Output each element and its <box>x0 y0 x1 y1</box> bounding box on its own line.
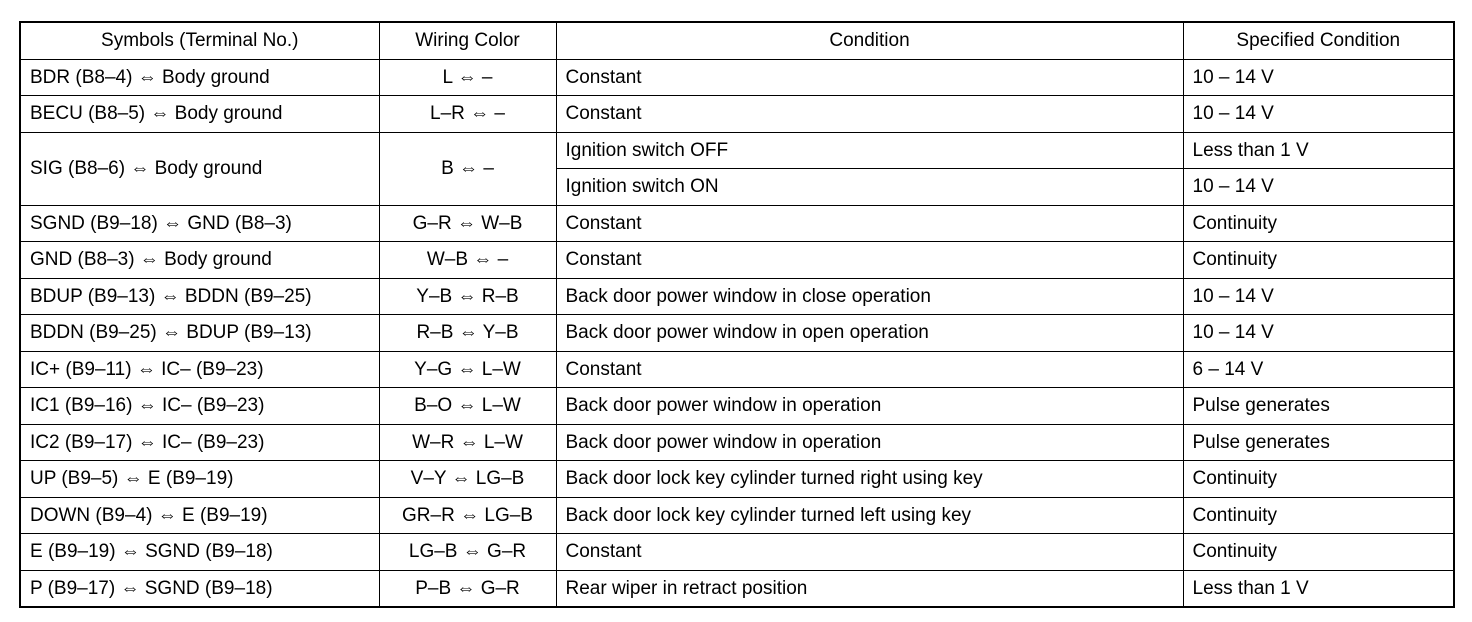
table-body <box>20 59 1454 607</box>
table-row <box>20 205 1454 242</box>
table-row <box>20 388 1454 425</box>
specified-condition-cell: 10 – 14 V <box>1183 278 1454 315</box>
condition-cell: Back door lock key cylinder turned right using key <box>556 461 1183 498</box>
wiring-color-cell: Y–B ⇔ R–B <box>379 278 556 315</box>
condition-cell: Constant <box>556 59 1183 96</box>
specified-condition-cell: 6 – 14 V <box>1183 351 1454 388</box>
header-condition: Condition <box>556 22 1183 59</box>
specified-condition-cell: 10 – 14 V <box>1183 315 1454 352</box>
wiring-color-cell: R–B ⇔ Y–B <box>379 315 556 352</box>
specified-condition-cell: 10 – 14 V <box>1183 59 1454 96</box>
terminal-symbols-cell: P (B9–17) ⇔ SGND (B9–18) <box>20 570 379 607</box>
specified-condition-cell: Continuity <box>1183 205 1454 242</box>
wiring-color-cell: L–R ⇔ – <box>379 96 556 133</box>
condition-cell: Constant <box>556 242 1183 279</box>
terminal-symbols-cell: DOWN (B9–4) ⇔ E (B9–19) <box>20 497 379 534</box>
header-symbols: Symbols (Terminal No.) <box>20 22 379 59</box>
header-specified-condition: Specified Condition <box>1183 22 1454 59</box>
condition-cell: Ignition switch OFF <box>556 132 1183 169</box>
wiring-color-cell: L ⇔ – <box>379 59 556 96</box>
terminal-symbols-cell: SIG (B8–6) ⇔ Body ground <box>20 132 379 205</box>
wiring-color-cell: V–Y ⇔ LG–B <box>379 461 556 498</box>
terminal-symbols-cell: BDUP (B9–13) ⇔ BDDN (B9–25) <box>20 278 379 315</box>
specified-condition-cell: Pulse generates <box>1183 388 1454 425</box>
condition-cell: Rear wiper in retract position <box>556 570 1183 607</box>
wiring-color-cell: W–B ⇔ – <box>379 242 556 279</box>
specified-condition-cell: Continuity <box>1183 461 1454 498</box>
terminal-symbols-cell: BECU (B8–5) ⇔ Body ground <box>20 96 379 133</box>
terminal-symbols-cell: GND (B8–3) ⇔ Body ground <box>20 242 379 279</box>
condition-cell: Back door lock key cylinder turned left using key <box>556 497 1183 534</box>
wiring-color-cell: Y–G ⇔ L–W <box>379 351 556 388</box>
wiring-color-cell: W–R ⇔ L–W <box>379 424 556 461</box>
condition-cell: Constant <box>556 351 1183 388</box>
terminal-symbols-cell: IC1 (B9–16) ⇔ IC– (B9–23) <box>20 388 379 425</box>
table-row <box>20 461 1454 498</box>
table-row <box>20 424 1454 461</box>
table-row <box>20 351 1454 388</box>
wiring-color-cell: LG–B ⇔ G–R <box>379 534 556 571</box>
specified-condition-cell: Continuity <box>1183 242 1454 279</box>
condition-cell: Back door power window in operation <box>556 388 1183 425</box>
condition-cell: Constant <box>556 205 1183 242</box>
terminal-symbols-cell: SGND (B9–18) ⇔ GND (B8–3) <box>20 205 379 242</box>
table-row <box>20 132 1454 169</box>
header-wiring-color: Wiring Color <box>379 22 556 59</box>
table-row <box>20 242 1454 279</box>
table-row <box>20 96 1454 133</box>
terminal-symbols-cell: IC+ (B9–11) ⇔ IC– (B9–23) <box>20 351 379 388</box>
condition-cell: Ignition switch ON <box>556 169 1183 206</box>
specified-condition-cell: 10 – 14 V <box>1183 96 1454 133</box>
wiring-color-cell: G–R ⇔ W–B <box>379 205 556 242</box>
table-row <box>20 278 1454 315</box>
terminal-symbols-cell: BDR (B8–4) ⇔ Body ground <box>20 59 379 96</box>
specified-condition-cell: Pulse generates <box>1183 424 1454 461</box>
wiring-color-cell: GR–R ⇔ LG–B <box>379 497 556 534</box>
wiring-color-cell: B ⇔ – <box>379 132 556 205</box>
header-row <box>20 22 1454 59</box>
table-row <box>20 497 1454 534</box>
specified-condition-cell: Continuity <box>1183 534 1454 571</box>
table-row <box>20 315 1454 352</box>
wiring-color-cell: B–O ⇔ L–W <box>379 388 556 425</box>
terminal-symbols-cell: UP (B9–5) ⇔ E (B9–19) <box>20 461 379 498</box>
condition-cell: Back door power window in operation <box>556 424 1183 461</box>
terminal-symbols-cell: BDDN (B9–25) ⇔ BDUP (B9–13) <box>20 315 379 352</box>
table-row <box>20 570 1454 607</box>
terminal-symbols-cell: E (B9–19) ⇔ SGND (B9–18) <box>20 534 379 571</box>
terminal-spec-table <box>19 21 1455 608</box>
table-row <box>20 59 1454 96</box>
specified-condition-cell: 10 – 14 V <box>1183 169 1454 206</box>
wiring-color-cell: P–B ⇔ G–R <box>379 570 556 607</box>
condition-cell: Constant <box>556 534 1183 571</box>
specified-condition-cell: Less than 1 V <box>1183 570 1454 607</box>
condition-cell: Back door power window in close operation <box>556 278 1183 315</box>
condition-cell: Back door power window in open operation <box>556 315 1183 352</box>
specified-condition-cell: Less than 1 V <box>1183 132 1454 169</box>
condition-cell: Constant <box>556 96 1183 133</box>
specified-condition-cell: Continuity <box>1183 497 1454 534</box>
table-row <box>20 534 1454 571</box>
terminal-symbols-cell: IC2 (B9–17) ⇔ IC– (B9–23) <box>20 424 379 461</box>
